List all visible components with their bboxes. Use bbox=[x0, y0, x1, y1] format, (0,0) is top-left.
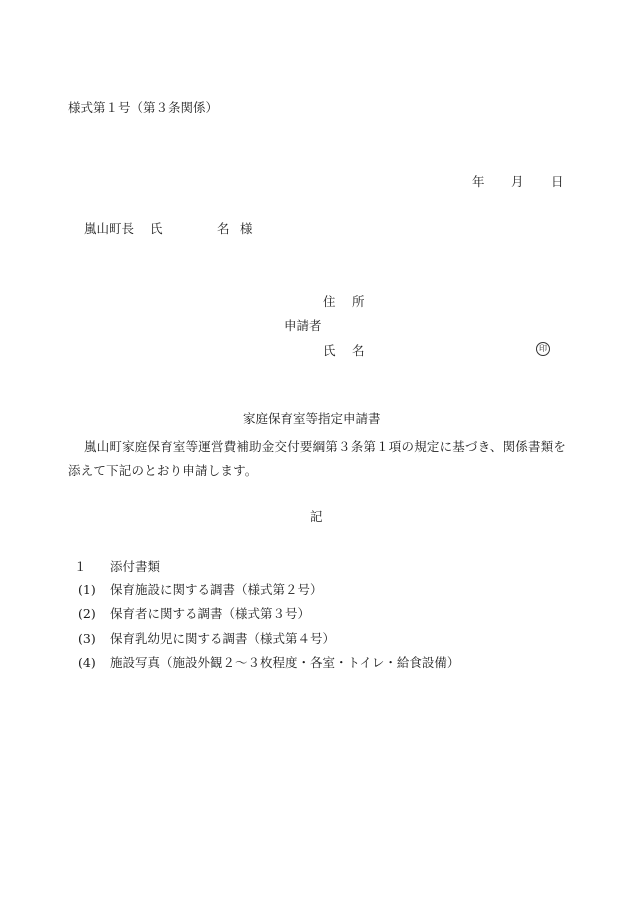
list-item-text: 保育者に関する調書（様式第３号） bbox=[110, 606, 311, 621]
section-number: １ bbox=[74, 559, 87, 574]
document-title: 家庭保育室等指定申請書 bbox=[243, 411, 381, 426]
list-item-text: 保育乳幼児に関する調書（様式第４号） bbox=[110, 631, 336, 646]
ki-heading: 記 bbox=[310, 509, 323, 524]
seal-icon: 印 bbox=[536, 342, 550, 356]
list-item bbox=[78, 633, 335, 646]
applicant-label: 申請者 bbox=[284, 318, 322, 333]
list-item bbox=[78, 657, 459, 670]
name-label-part2: 名 bbox=[352, 343, 365, 358]
name-label-part1: 氏 bbox=[323, 343, 336, 358]
date-line bbox=[0, 176, 630, 192]
addressee-honorific: 様 bbox=[240, 221, 253, 236]
address-label-part1: 住 bbox=[323, 294, 336, 309]
list-item-text: 施設写真（施設外観２～３枚程度・各室・トイレ・給食設備） bbox=[110, 655, 460, 670]
addressee-line bbox=[0, 223, 630, 239]
form-number-label: 様式第１号（第３条関係） bbox=[68, 100, 219, 115]
list-item-marker: (1) bbox=[78, 582, 96, 597]
date-year-label: 年 bbox=[472, 174, 485, 189]
date-day-label: 日 bbox=[551, 174, 564, 189]
list-item-marker: (4) bbox=[78, 655, 96, 670]
date-month-label: 月 bbox=[511, 174, 524, 189]
list-item bbox=[78, 608, 310, 621]
addressee-title: 嵐山町長 bbox=[84, 221, 135, 236]
list-item bbox=[78, 584, 323, 597]
list-item-marker: (2) bbox=[78, 606, 96, 621]
section-heading-text: 添付書類 bbox=[110, 559, 161, 574]
list-item-text: 保育施設に関する調書（様式第２号） bbox=[110, 582, 323, 597]
addressee-name-shi: 氏 bbox=[150, 221, 163, 236]
body-paragraph: 嵐山町家庭保育室等運営費補助金交付要綱第３条第１項の規定に基づき、関係書類を添えて下記のとおり申請します。 bbox=[68, 439, 567, 478]
attachments-heading bbox=[74, 561, 160, 574]
list-item-marker: (3) bbox=[78, 631, 96, 646]
addressee-name-mei: 名 bbox=[217, 221, 230, 236]
address-label-part2: 所 bbox=[352, 294, 365, 309]
